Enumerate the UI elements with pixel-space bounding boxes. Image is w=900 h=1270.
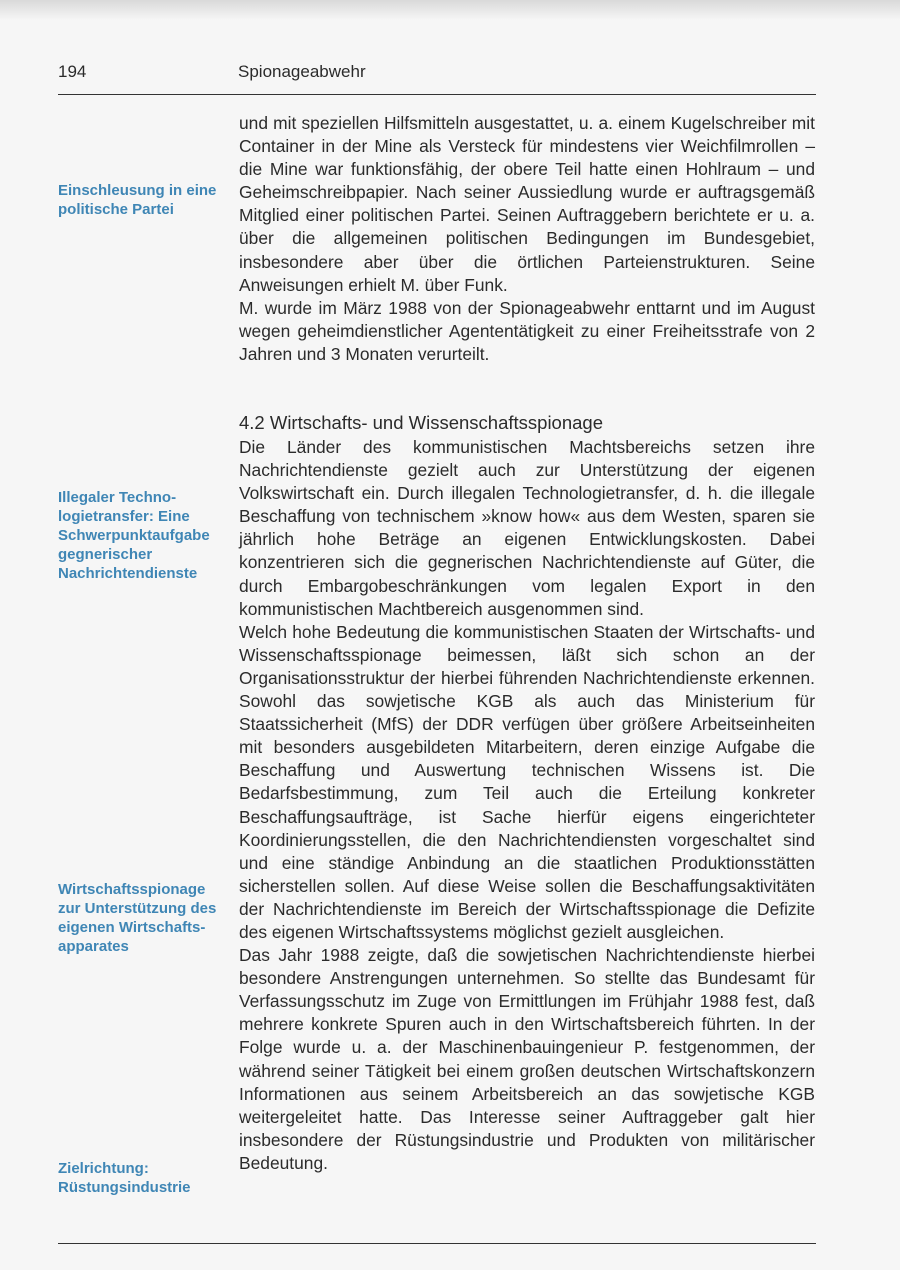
running-header (58, 62, 818, 88)
margin-note-ruestungsindustrie: Zielrichtung: Rüstungsindustrie (58, 1160, 191, 1196)
paragraph: und mit speziellen Hilfsmitteln ausgestattet, u. a. einem Kugelschreiber mit Container in der Mine als Versteck für mindestens vier Weichfilmrollen – die Mine war funktionsfähig, der obere Teil hatte einen Hohlraum – und Geheimschreibpapier. Nach seiner Aussiedlung wurde er auftragsgemäß Mitglied einer politischen Partei. Seinen Auftraggebern berichtete er u. a. über die allgemeinen politischen Bedingungen im Bundesgebiet, insbesondere aber über die örtlichen Parteienstrukturen. Seine Anweisungen erhielt M. über Funk. (239, 113, 815, 295)
margin-note-einschleusung: Einschleusung in eine politische Partei (58, 182, 217, 218)
paragraph: Die Länder des kommunistischen Machtsbereichs setzen ihre Nachrichtendienste gezielt auch zur Unterstützung der eigenen Volkswirtschaft ein. Durch illegalen Technologietransfer, d. h. die illegale Beschaffung von technischem »know how« aus dem Westen, sparen sie jährlich hohe Beträge an eigenen Entwicklungskosten. Dabei konzentrieren sich die gegnerischen Nachrichtendienste auf Güter, die durch Embargobeschränkungen vom legalen Export in den kommunistischen Machtbereich ausgenommen sind. (239, 437, 815, 619)
running-title: Spionageabwehr (238, 62, 366, 81)
page-top-edge (0, 0, 900, 20)
page-number: 194 (58, 62, 87, 81)
body-text-top (239, 112, 815, 366)
section-heading: 4.2 Wirtschafts- und Wissenschaftsspionage (239, 412, 603, 433)
paragraph: M. wurde im März 1988 von der Spionageabwehr enttarnt und im August wegen geheimdienstlicher Agententätigkeit zu einer Freiheitsstrafe von 2 Jahren und 3 Monaten verurteilt. (239, 297, 815, 364)
footer-rule (58, 1243, 816, 1244)
paragraph: Welch hohe Bedeutung die kommunistischen Staaten der Wirtschafts- und Wissenschaftsspionage beimessen, läßt sich schon an der Organisationsstruktur der hierbei führenden Nachrichtendienste erkennen. Sowohl das sowjetische KGB als auch das Ministerium für Staatssicherheit (MfS) der DDR verfügen über größere Arbeitseinheiten mit besonders ausgebildeten Mitarbeitern, deren einzige Aufgabe die Beschaffung und Auswertung technischen Wissens ist. Die Bedarfsbestimmung, zum Teil auch die Erteilung konkreter Beschaffungsaufträge, ist Sache hierfür eigens eingerichteter Koordinierungsstellen, die den Nachrichtendiensten vorgeschaltet sind und eine ständige Anbindung an die staatlichen Produktionsstätten sicherstellen sollen. Auf diese Weise sollen die Beschaffungsaktivitäten der Nachrichtendienste im Bereich der Wirtschaftsspionage die Defizite des eigenen Wirtschaftssystems möglichst gezielt ausgleichen. (239, 621, 815, 942)
margin-note-technologietransfer: Illegaler Technologietransfer: Eine Schwerpunktaufgabe gegnerischer Nachrichtendienste (58, 489, 210, 582)
paragraph: Das Jahr 1988 zeigte, daß die sowjetischen Nachrichtendienste hierbei besondere Anstrengungen unternehmen. So stellte das Bundesamt für Verfassungsschutz im Zuge von Ermittlungen im Frühjahr 1988 fest, daß mehrere konkrete Spuren auch in den Wirtschaftsbereich führten. In der Folge wurde u. a. der Maschinenbauingenieur P. festgenommen, der während seiner Tätigkeit bei einem großen deutschen Wirtschaftskonzern Informationen aus seinem Arbeitsbereich an das sowjetische KGB weitergeleitet hatte. Das Interesse seiner Auftraggeber galt hier insbesondere der Rüstungsindustrie und Produkten von militärischer Bedeutung. (239, 945, 815, 1173)
header-rule (58, 94, 816, 95)
margin-note-wirtschaftsspionage: Wirtschaftsspionage zur Unterstützung des eigenen Wirtschaftsapparates (58, 881, 217, 955)
body-text-section (239, 436, 815, 1175)
